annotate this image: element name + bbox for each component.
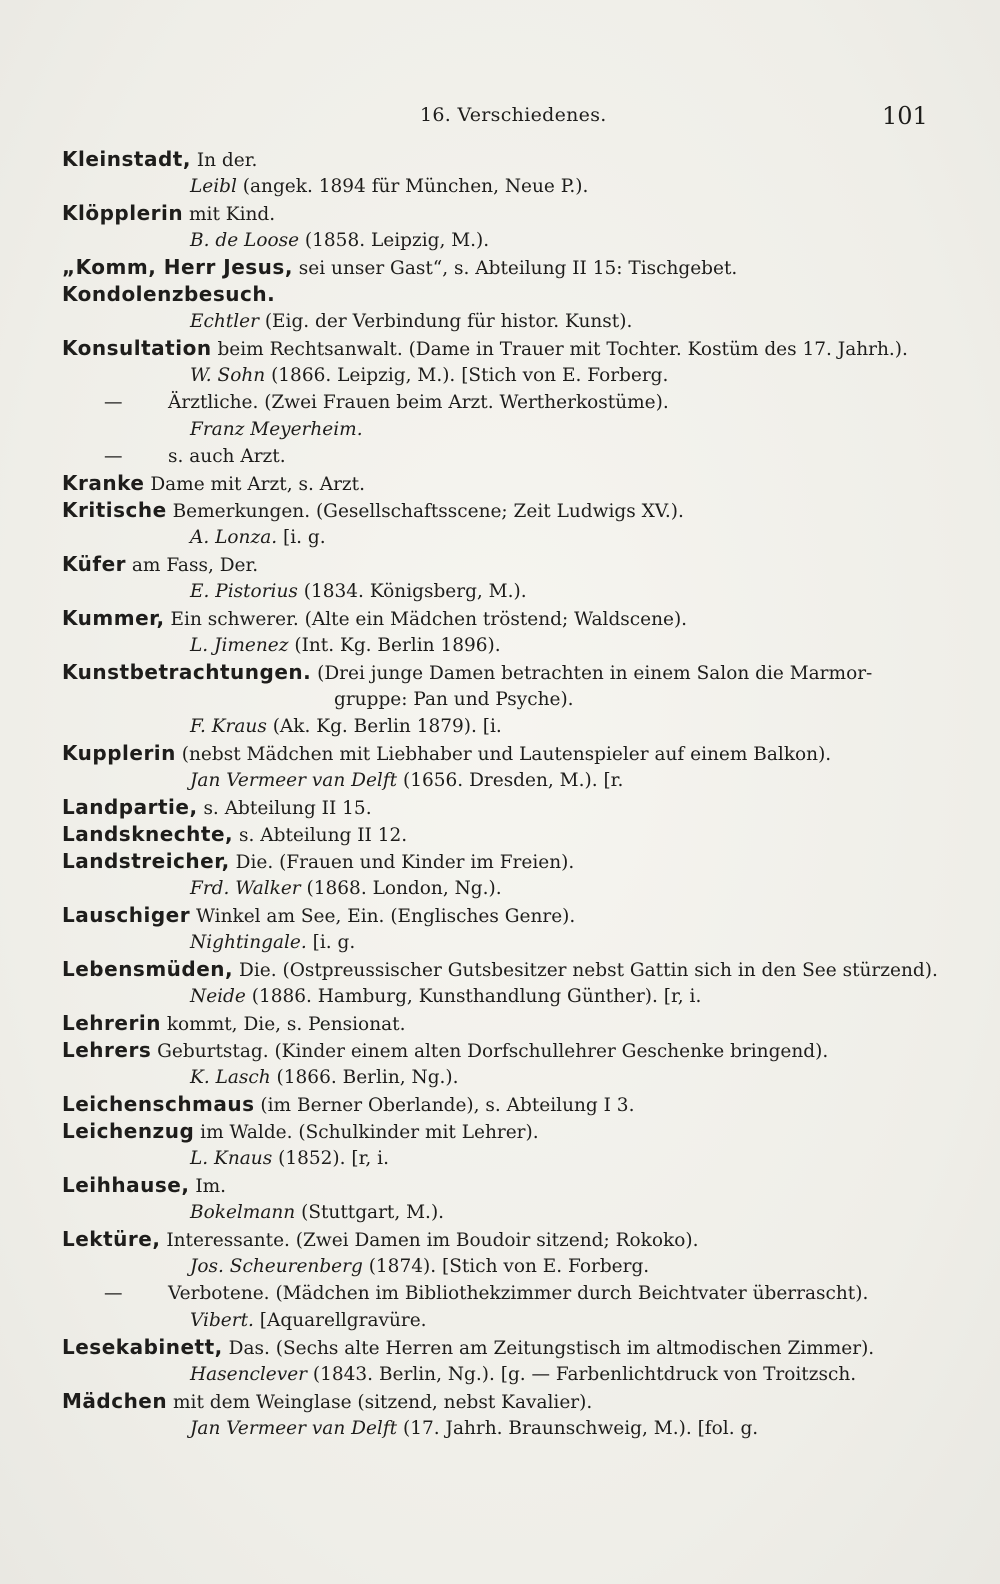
entry-text: (Drei junge Damen betrachten in einem Salon die Marmor- xyxy=(311,663,873,684)
artist-reference xyxy=(62,1253,962,1280)
entry-heading: Kleinstadt, xyxy=(62,147,191,171)
entry-text: mit Kind. xyxy=(183,204,276,225)
artist-reference xyxy=(62,227,962,254)
artist-name: Neide xyxy=(190,986,246,1007)
reference-details: (Eig. der Verbindung für histor. Kunst). xyxy=(258,311,633,332)
sub-entry-dash: — xyxy=(104,1283,123,1304)
entry-heading: Kranke xyxy=(62,471,145,495)
index-entry xyxy=(62,1037,962,1064)
sub-entry-text: s. auch Arzt. xyxy=(168,446,286,467)
artist-name: Jan Vermeer van Delft xyxy=(190,1418,398,1439)
artist-reference xyxy=(62,767,962,794)
index-entry xyxy=(62,956,962,983)
reference-details: (1834. Königsberg, M.). xyxy=(297,581,527,602)
artist-reference xyxy=(62,578,962,605)
reference-details: (1858. Leipzig, M.). xyxy=(299,230,490,251)
entry-heading: Kummer, xyxy=(62,606,165,630)
sub-entry-text: Verbotene. (Mädchen im Bibliothekzimmer durch Beichtvater überrascht). xyxy=(168,1283,869,1304)
entry-text: kommt, Die, s. Pensionat. xyxy=(160,1014,406,1035)
index-entry xyxy=(62,200,962,227)
entry-heading: Kupplerin xyxy=(62,741,176,765)
reference-details: [Aquarellgravüre. xyxy=(253,1310,427,1331)
continuation-line xyxy=(62,686,962,713)
reference-details: (17. Jahrh. Braunschweig, M.). [fol. g. xyxy=(397,1418,759,1439)
index-entry xyxy=(62,1226,962,1253)
entry-heading: Landstreicher, xyxy=(62,849,230,873)
index-entry xyxy=(62,254,962,281)
entry-text: Bemerkungen. (Gesellschaftsscene; Zeit Ludwigs XV.). xyxy=(166,501,684,522)
index-entry xyxy=(62,794,962,821)
entry-heading: Leihhause, xyxy=(62,1173,190,1197)
running-head: 16. Verschiedenes. xyxy=(420,104,607,126)
entry-heading: Lektüre, xyxy=(62,1227,161,1251)
artist-name: Jos. Scheurenberg xyxy=(190,1256,363,1277)
artist-reference xyxy=(62,875,962,902)
entry-heading: Lehrers xyxy=(62,1038,152,1062)
entry-heading: „Komm, Herr Jesus, xyxy=(62,255,293,279)
artist-name: Nightingale. xyxy=(190,932,307,953)
artist-name: W. Sohn xyxy=(190,365,266,386)
index-entry xyxy=(62,335,962,362)
artist-name: B. de Loose xyxy=(190,230,300,251)
index-entry xyxy=(62,848,962,875)
entry-heading: Konsultation xyxy=(62,336,212,360)
reference-details: (1868. London, Ng.). xyxy=(300,878,502,899)
page-header xyxy=(0,100,1000,136)
index-entry xyxy=(62,1334,962,1361)
artist-name: E. Pistorius xyxy=(190,581,298,602)
reference-details: (1886. Hamburg, Kunsthandlung Günther). [r, i. xyxy=(245,986,702,1007)
artist-reference xyxy=(62,713,962,740)
entry-text: Geburtstag. (Kinder einem alten Dorfschullehrer Geschenke bringend). xyxy=(151,1041,829,1062)
entry-heading: Klöpplerin xyxy=(62,201,184,225)
entry-heading: Mädchen xyxy=(62,1389,168,1413)
artist-reference xyxy=(62,524,962,551)
sub-entry xyxy=(62,443,962,470)
artist-reference xyxy=(62,929,962,956)
reference-details: [i. g. xyxy=(306,932,356,953)
entry-text: (nebst Mädchen mit Liebhaber und Lautenspieler auf einem Balkon). xyxy=(175,744,832,765)
sub-entry xyxy=(62,1280,962,1307)
reference-details: (1843. Berlin, Ng.). [g. — Farbenlichtdruck von Troitzsch. xyxy=(307,1364,857,1385)
artist-reference xyxy=(62,1415,962,1442)
artist-reference xyxy=(62,983,962,1010)
artist-reference xyxy=(62,416,962,443)
entry-heading: Landsknechte, xyxy=(62,822,234,846)
artist-name: L. Jimenez xyxy=(190,635,289,656)
entry-text: (im Berner Oberlande), s. Abteilung I 3. xyxy=(254,1095,635,1116)
reference-details: (1866. Berlin, Ng.). xyxy=(270,1067,459,1088)
entry-text: Winkel am See, Ein. (Englisches Genre). xyxy=(190,906,576,927)
entry-text: Im. xyxy=(189,1176,227,1197)
entry-text: sei unser Gast“, s. Abteilung II 15: Tischgebet. xyxy=(292,258,738,279)
reference-details: (1866. Leipzig, M.). [Stich von E. Forberg. xyxy=(265,365,669,386)
sub-entry-text: Ärztliche. (Zwei Frauen beim Arzt. Wertherkostüme). xyxy=(168,392,669,413)
reference-details: (1656. Dresden, M.). [r. xyxy=(397,770,624,791)
artist-name: K. Lasch xyxy=(190,1067,271,1088)
artist-name: F. Kraus xyxy=(190,716,267,737)
index-entry xyxy=(62,1010,962,1037)
entry-text: im Walde. (Schulkinder mit Lehrer). xyxy=(194,1122,539,1143)
index-entry xyxy=(62,497,962,524)
reference-details: (Int. Kg. Berlin 1896). xyxy=(288,635,501,656)
continuation-text: gruppe: Pan und Psyche). xyxy=(334,689,574,710)
entry-text: Ein schwerer. (Alte ein Mädchen tröstend; Waldscene). xyxy=(164,609,688,630)
index-entry xyxy=(62,659,962,686)
entry-text: Die. (Frauen und Kinder im Freien). xyxy=(229,852,575,873)
index-entry xyxy=(62,1118,962,1145)
reference-details: [i. g. xyxy=(277,527,326,548)
index-entry xyxy=(62,740,962,767)
entry-heading: Kondolenzbesuch. xyxy=(62,282,276,306)
entry-heading: Lauschiger xyxy=(62,903,191,927)
index-entry xyxy=(62,902,962,929)
entry-text: mit dem Weinglase (sitzend, nebst Kavalier). xyxy=(167,1392,593,1413)
artist-name: Franz Meyerheim. xyxy=(190,419,363,440)
artist-name: Jan Vermeer van Delft xyxy=(190,770,398,791)
artist-reference xyxy=(62,1361,962,1388)
entry-text: s. Abteilung II 12. xyxy=(233,825,408,846)
index-entry xyxy=(62,146,962,173)
entry-text: Das. (Sechs alte Herren am Zeitungstisch im altmodischen Zimmer). xyxy=(222,1338,875,1359)
entry-text: beim Rechtsanwalt. (Dame in Trauer mit Tochter. Kostüm des 17. Jahrh.). xyxy=(211,339,908,360)
artist-name: Leibl xyxy=(190,176,237,197)
sub-entry-dash: — xyxy=(104,392,123,413)
index-entry xyxy=(62,551,962,578)
entry-text: s. Abteilung II 15. xyxy=(197,798,372,819)
artist-reference xyxy=(62,308,962,335)
page-number: 101 xyxy=(882,102,928,130)
reference-details: (1852). [r, i. xyxy=(272,1148,389,1169)
index-entry xyxy=(62,605,962,632)
sub-entry-dash: — xyxy=(104,446,123,467)
artist-reference xyxy=(62,173,962,200)
index-entry xyxy=(62,1091,962,1118)
index-entry xyxy=(62,281,962,308)
reference-details: (angek. 1894 für München, Neue P.). xyxy=(236,176,589,197)
entry-heading: Kritische xyxy=(62,498,167,522)
artist-reference xyxy=(62,1307,962,1334)
artist-name: A. Lonza. xyxy=(190,527,278,548)
entry-heading: Kunstbetrachtungen. xyxy=(62,660,312,684)
entry-text: Die. (Ostpreussischer Gutsbesitzer nebst Gattin sich in den See stürzend). xyxy=(233,960,938,981)
artist-name: Frd. Walker xyxy=(190,878,301,899)
artist-reference xyxy=(62,362,962,389)
entry-heading: Lehrerin xyxy=(62,1011,161,1035)
artist-reference xyxy=(62,1064,962,1091)
index-entry xyxy=(62,1172,962,1199)
index-entry xyxy=(62,821,962,848)
artist-name: Hasenclever xyxy=(190,1364,307,1385)
index-entries xyxy=(62,146,962,1442)
entry-heading: Küfer xyxy=(62,552,127,576)
artist-name: L. Knaus xyxy=(190,1148,273,1169)
reference-details: (1874). [Stich von E. Forberg. xyxy=(362,1256,650,1277)
index-entry xyxy=(62,1388,962,1415)
entry-heading: Lebensmüden, xyxy=(62,957,234,981)
entry-text: am Fass, Der. xyxy=(126,555,259,576)
index-entry xyxy=(62,470,962,497)
entry-heading: Lesekabinett, xyxy=(62,1335,223,1359)
entry-heading: Leichenzug xyxy=(62,1119,195,1143)
artist-name: Vibert. xyxy=(190,1310,254,1331)
artist-name: Echtler xyxy=(190,311,259,332)
sub-entry xyxy=(62,389,962,416)
artist-reference xyxy=(62,1199,962,1226)
entry-text: In der. xyxy=(190,150,258,171)
entry-heading: Leichenschmaus xyxy=(62,1092,255,1116)
artist-reference xyxy=(62,1145,962,1172)
entry-text: Dame mit Arzt, s. Arzt. xyxy=(144,474,365,495)
reference-details: (Ak. Kg. Berlin 1879). [i. xyxy=(266,716,502,737)
artist-name: Bokelmann xyxy=(190,1202,296,1223)
artist-reference xyxy=(62,632,962,659)
entry-text: Interessante. (Zwei Damen im Boudoir sitzend; Rokoko). xyxy=(160,1230,699,1251)
entry-heading: Landpartie, xyxy=(62,795,198,819)
reference-details: (Stuttgart, M.). xyxy=(295,1202,445,1223)
